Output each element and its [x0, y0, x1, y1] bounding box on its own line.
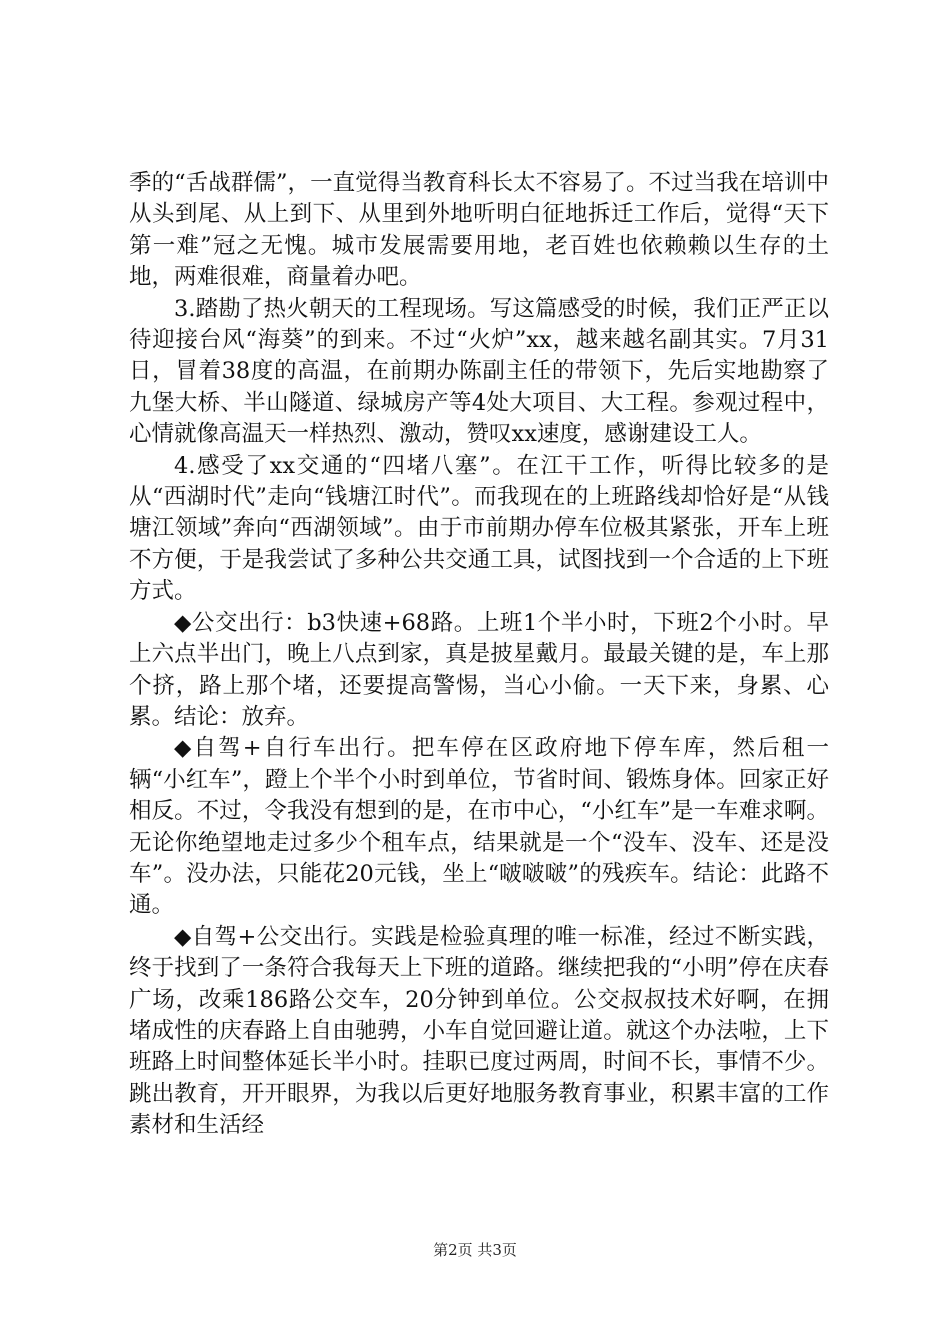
paragraph-3: 4.感受了xx交通的“四堵八塞”。在江干工作，听得比较多的是从“西湖时代”走向“钱塘江时代”。而我现在的上班路线却恰好是“从钱塘江领域”奔向“西湖领域”。由于市前期办停车位极其紧张，开车上班不方便，于是我尝试了多种公共交通工具，试图找到一个合适的上下班方式。: [129, 452, 829, 605]
paragraph-1: 季的“舌战群儒”，一直觉得当教育科长太不容易了。不过当我在培训中从头到尾、从上到下、从里到外地听明白征地拆迁工作后，觉得“天下第一难”冠之无愧。城市发展需要用地，老百姓也依赖赖以生存的土地，两难很难，商量着办吧。: [129, 170, 829, 291]
paragraph-4: ◆公交出行：b3快速+68路。上班1个半小时，下班2个小时。早上六点半出门，晚上八点到家，真是披星戴月。最最关键的是，车上那个挤，路上那个堵，还要提高警惕，当心小偷。一天下来，身累、心累。结论：放弃。: [129, 609, 829, 730]
paragraph-2: 3.踏勘了热火朝天的工程现场。写这篇感受的时候，我们正严正以待迎接台风“海葵”的到来。不过“火炉”xx，越来越名副其实。7月31日，冒着38度的高温，在前期办陈副主任的带领下，先后实地勘察了九堡大桥、半山隧道、绿城房产等4处大项目、大工程。参观过程中，心情就像高温天一样热烈、激动，赞叹xx速度，感谢建设工人。: [129, 295, 829, 448]
document-body: [129, 168, 829, 1142]
paragraph-5: ◆自驾+自行车出行。把车停在区政府地下停车库，然后租一辆“小红车”，蹬上个半个小时到单位，节省时间、锻炼身体。回家正好相反。不过，令我没有想到的是，在市中心，“小红车”是一车难求啊。无论你绝望地走过多少个租车点，结果就是一个“没车、没车、还是没车”。没办法，只能花20元钱，坐上“啵啵啵”的残疾车。结论：此路不通。: [129, 735, 829, 919]
page-number-footer: 第2页 共3页: [433, 1241, 517, 1259]
paragraph-6: ◆自驾+公交出行。实践是检验真理的唯一标准，经过不断实践，终于找到了一条符合我每天上下班的道路。继续把我的“小明”停在庆春广场，改乘186路公交车，20分钟到单位。公交叔叔技术好啊，在拥堵成性的庆春路上自由驰骋，小车自觉回避让道。就这个办法啦，上下班路上时间整体延长半小时。挂职已度过两周，时间不长，事情不少。跳出教育，开开眼界，为我以后更好地服务教育事业，积累丰富的工作素材和生活经: [129, 923, 829, 1139]
